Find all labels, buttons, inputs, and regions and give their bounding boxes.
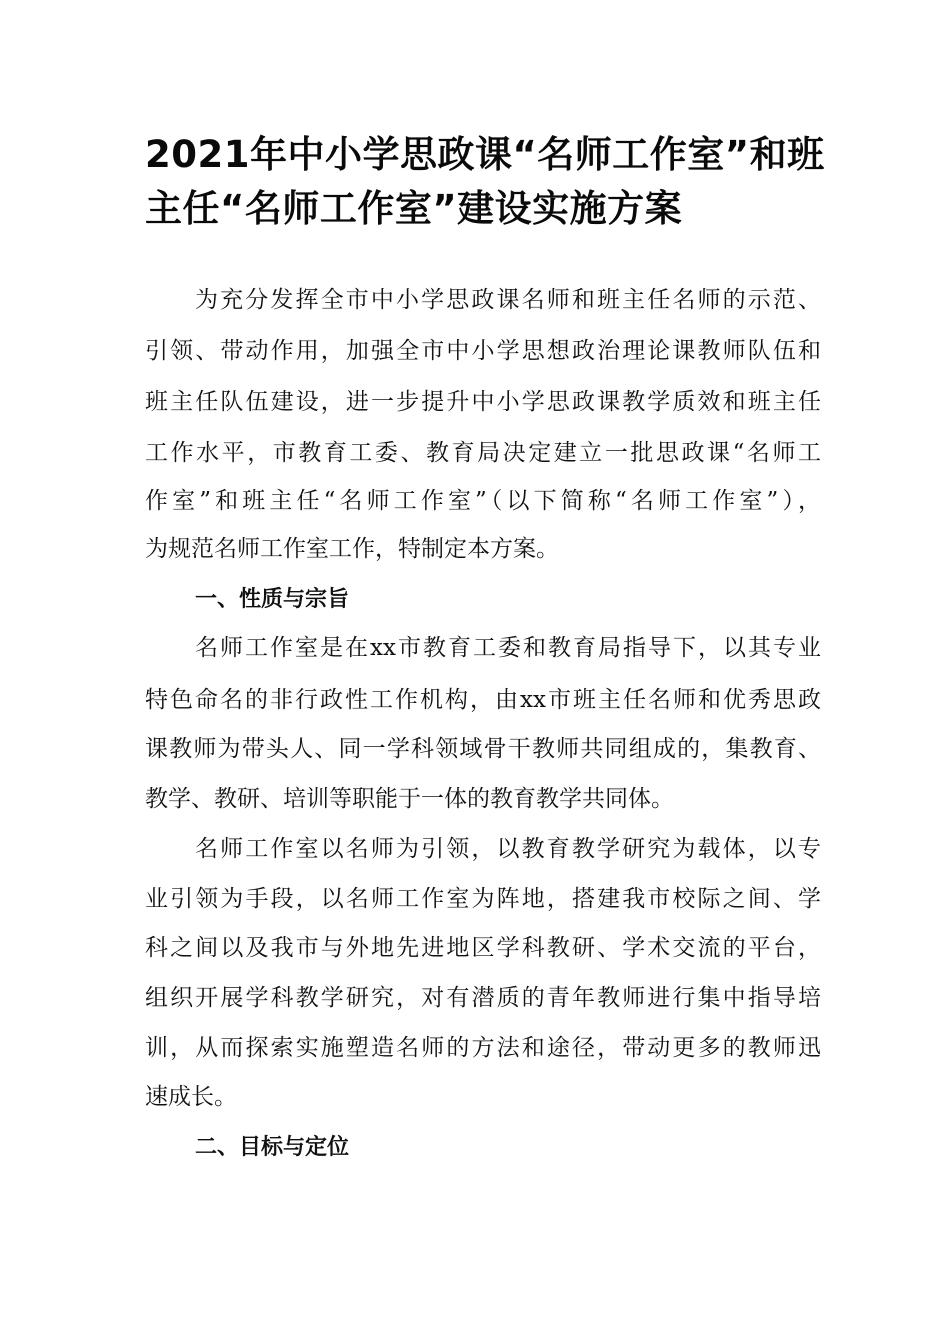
paragraph-line: 速成长。 [145, 1084, 237, 1110]
intro-line: 班主任队伍建设，进一步提升中小学思政课教学质效和班主任 [145, 389, 821, 415]
paragraph-line: 名师工作室是在xx市教育工委和教育局指导下，以其专业 [195, 635, 821, 661]
paragraph-line: 特色命名的非行政性工作机构，由xx市班主任名师和优秀思政 [145, 687, 821, 713]
intro-line: 为充分发挥全市中小学思政课名师和班主任名师的示范、 [195, 287, 821, 313]
paragraph-line: 课教师为带头人、同一学科领域骨干教师共同组成的，集教育、 [145, 736, 821, 762]
paragraph-line: 训，从而探索实施塑造名师的方法和途径，带动更多的教师迅 [145, 1035, 821, 1061]
paragraph-line: 组织开展学科教学研究，对有潜质的青年教师进行集中指导培 [145, 985, 821, 1011]
title-line-1: 2021年中小学思政课“名师工作室”和班 [145, 133, 825, 176]
intro-line: 引领、带动作用，加强全市中小学思想政治理论课教师队伍和 [145, 338, 821, 364]
intro-line: 工作水平，市教育工委、教育局决定建立一批思政课“名师工 [145, 440, 821, 466]
section-heading-1: 一、性质与宗旨 [195, 587, 350, 612]
section-heading-2: 二、目标与定位 [195, 1135, 350, 1160]
paragraph-line: 名师工作室以名师为引领，以教育教学研究为载体，以专 [195, 836, 821, 862]
intro-line: 为规范名师工作室工作，特制定本方案。 [145, 536, 559, 562]
paragraph-line: 业引领为手段，以名师工作室为阵地，搭建我市校际之间、学 [145, 886, 821, 912]
intro-line: 作室”和班主任“名师工作室”（以下简称“名师工作室”）， [145, 488, 821, 514]
document-title [145, 128, 825, 236]
paragraph-line: 教学、教研、培训等职能于一体的教育教学共同体。 [145, 786, 674, 812]
paragraph-line: 科之间以及我市与外地先进地区学科教研、学术交流的平台， [145, 935, 821, 961]
title-line-2: 主任“名师工作室”建设实施方案 [145, 187, 683, 230]
